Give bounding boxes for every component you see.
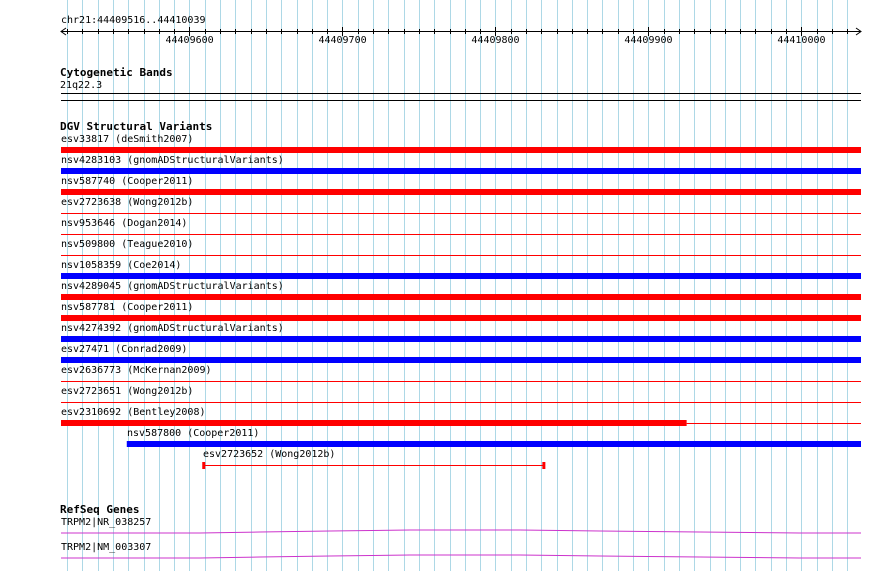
- ruler-tick-label: 44409900: [624, 35, 673, 46]
- dgv-feature-bar: [61, 189, 861, 195]
- dgv-feature-tail: [687, 423, 861, 424]
- dgv-feature-line: [203, 465, 544, 466]
- dgv-feature-line: [61, 402, 861, 403]
- dgv-feature-line: [61, 255, 861, 256]
- dgv-feature-label[interactable]: esv2723651 (Wong2012b): [61, 386, 194, 397]
- cytoband-label[interactable]: 21q22.3: [60, 80, 103, 91]
- refseq-track-title[interactable]: RefSeq Genes: [60, 503, 140, 516]
- dgv-feature-start-cap: [202, 462, 205, 469]
- dgv-feature-bar: [61, 294, 861, 300]
- dgv-feature-bar: [61, 357, 861, 363]
- dgv-feature-end-cap: [542, 462, 545, 469]
- dgv-feature-line: [61, 381, 861, 382]
- dgv-feature-label[interactable]: esv2636773 (McKernan2009): [61, 365, 212, 376]
- dgv-feature-line: [61, 234, 861, 235]
- cytoband-track-title[interactable]: Cytogenetic Bands: [60, 66, 173, 79]
- ruler-tick-label: 44410000: [777, 35, 826, 46]
- dgv-feature-label[interactable]: nsv509800 (Teague2010): [61, 239, 194, 250]
- cytoband-line: [61, 93, 861, 94]
- dgv-feature-label[interactable]: nsv4283103 (gnomADStructuralVariants): [61, 155, 284, 166]
- dgv-feature-label[interactable]: esv27471 (Conrad2009): [61, 344, 188, 355]
- refseq-gene-line: [61, 555, 861, 558]
- ruler-region-label: chr21:44409516..44410039: [61, 15, 206, 26]
- refseq-gene-label[interactable]: TRPM2|NR_038257: [61, 517, 152, 528]
- ruler-tick-label: 44409700: [318, 35, 367, 46]
- dgv-feature-label[interactable]: nsv953646 (Dogan2014): [61, 218, 188, 229]
- dgv-feature-label[interactable]: esv2723652 (Wong2012b): [203, 449, 336, 460]
- dgv-feature-bar: [61, 420, 687, 426]
- dgv-feature-label[interactable]: nsv587800 (Cooper2011): [127, 428, 260, 439]
- dgv-feature-label[interactable]: nsv587740 (Cooper2011): [61, 176, 194, 187]
- dgv-feature-bar: [61, 168, 861, 174]
- ruler-tick-label: 44409800: [471, 35, 520, 46]
- dgv-feature-label[interactable]: nsv1058359 (Coe2014): [61, 260, 182, 271]
- dgv-feature-label[interactable]: esv2723638 (Wong2012b): [61, 197, 194, 208]
- dgv-feature-label[interactable]: nsv587781 (Cooper2011): [61, 302, 194, 313]
- dgv-feature-label[interactable]: nsv4289045 (gnomADStructuralVariants): [61, 281, 284, 292]
- dgv-track-title[interactable]: DGV Structural Variants: [60, 120, 213, 133]
- dgv-feature-label[interactable]: esv33817 (deSmith2007): [61, 134, 194, 145]
- refseq-gene-line: [61, 530, 861, 533]
- dgv-feature-label[interactable]: nsv4274392 (gnomADStructuralVariants): [61, 323, 284, 334]
- refseq-gene-label[interactable]: TRPM2|NM_003307: [61, 542, 152, 553]
- dgv-feature-line: [61, 213, 861, 214]
- cytoband-line: [61, 100, 861, 101]
- dgv-feature-bar: [61, 315, 861, 321]
- dgv-feature-label[interactable]: esv2310692 (Bentley2008): [61, 407, 206, 418]
- ruler-tick-label: 44409600: [165, 35, 214, 46]
- dgv-feature-bar: [61, 336, 861, 342]
- dgv-feature-bar: [61, 273, 861, 279]
- dgv-feature-bar: [127, 441, 861, 447]
- dgv-feature-bar: [61, 147, 861, 153]
